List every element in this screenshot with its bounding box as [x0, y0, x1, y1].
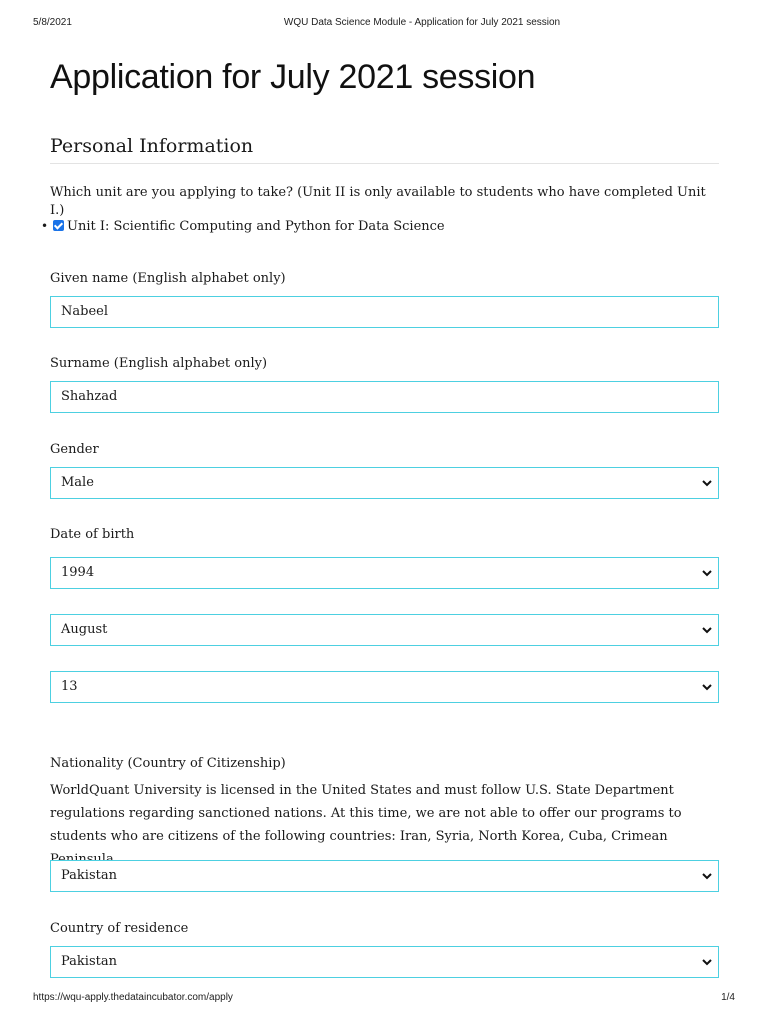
print-url: https://wqu-apply.thedataincubator.com/apply [33, 992, 233, 1003]
residence-value: Pakistan [61, 954, 117, 969]
dob-label: Date of birth [50, 527, 135, 542]
dob-year-select[interactable] [50, 557, 719, 589]
print-header [0, 17, 768, 31]
nationality-label: Nationality (Country of Citizenship) [50, 756, 286, 771]
sanctions-note: WorldQuant University is licensed in the United States and must follow U.S. State Department regulations regarding sanctioned nations. At this time, we are not able to offer our programs to students who are citizens of the following countries: Iran, Syria, North Korea, Cuba, Crimean [50, 783, 682, 844]
residence-label: Country of residence [50, 921, 189, 936]
print-footer [0, 992, 768, 1006]
gender-value: Male [61, 475, 94, 490]
unit-question-label: Which unit are you applying to take? (Unit II is only available to students who have completed Unit I.) [50, 185, 706, 218]
dob-month-select[interactable] [50, 614, 719, 646]
unit-checkbox[interactable] [53, 220, 64, 231]
chevron-down-icon [701, 615, 713, 645]
chevron-down-icon [701, 947, 713, 977]
given-name-label: Given name (English alphabet only) [50, 271, 286, 286]
application-form [41, 55, 719, 969]
dob-day-value: 13 [61, 679, 78, 694]
surname-input[interactable] [50, 381, 719, 413]
dob-year-value: 1994 [61, 565, 95, 580]
bullet: • [41, 219, 49, 233]
surname-label: Surname (English alphabet only) [50, 356, 268, 371]
chevron-down-icon [701, 861, 713, 891]
print-page-title: WQU Data Science Module - Application for July 2021 session [283, 17, 561, 28]
page-number: 1/4 [721, 992, 735, 1003]
residence-select[interactable] [50, 946, 719, 978]
unit-option[interactable] [41, 217, 445, 236]
section-title: Personal Information [50, 133, 719, 164]
dob-day-select[interactable] [50, 671, 719, 703]
chevron-down-icon [701, 672, 713, 702]
gender-select[interactable] [50, 467, 719, 499]
given-name-value: Nabeel [61, 304, 108, 319]
dob-month-value: August [61, 622, 108, 637]
surname-value: Shahzad [61, 389, 118, 404]
gender-label: Gender [50, 442, 99, 457]
unit-option-label: Unit I: Scientific Computing and Python for Data Science [67, 219, 445, 234]
page-title: Application for July 2021 session [50, 58, 536, 96]
nationality-value: Pakistan [61, 868, 117, 883]
chevron-down-icon [701, 468, 713, 498]
print-date: 5/8/2021 [33, 17, 72, 28]
given-name-input[interactable] [50, 296, 719, 328]
nationality-select[interactable] [50, 860, 719, 892]
chevron-down-icon [701, 558, 713, 588]
